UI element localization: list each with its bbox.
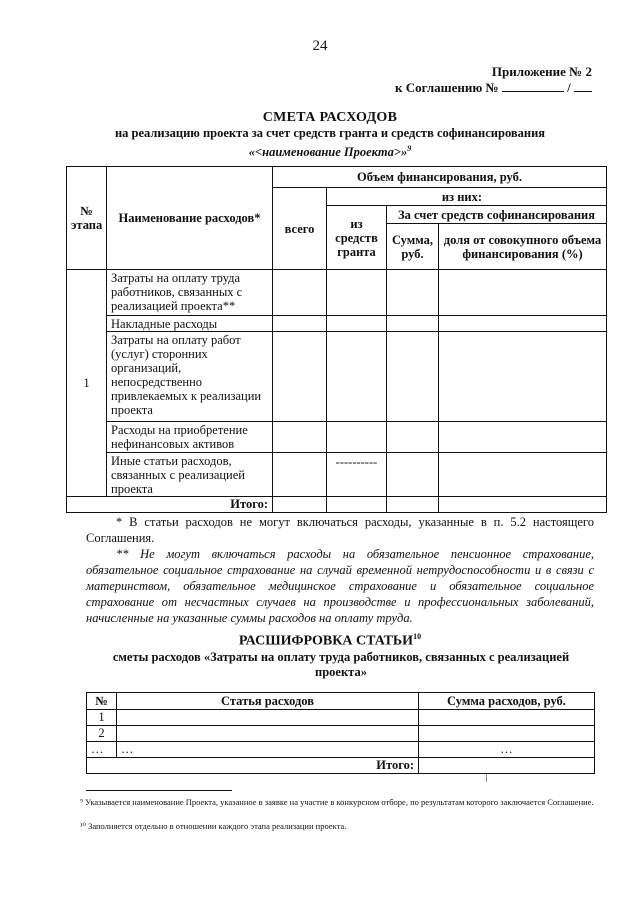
header-stage-no: № этапа bbox=[67, 167, 107, 270]
grant-cell bbox=[327, 422, 387, 453]
header-expense-name: Наименование расходов* bbox=[107, 167, 273, 270]
total-grant-cell bbox=[327, 497, 387, 513]
cofin-amount-cell bbox=[387, 270, 439, 316]
header-total: всего bbox=[273, 188, 327, 270]
breakdown-total-row bbox=[87, 758, 595, 774]
header-from-grant: из средств гранта bbox=[327, 206, 387, 270]
grant-cell bbox=[327, 270, 387, 316]
total-cell bbox=[273, 422, 327, 453]
total-sum-cell bbox=[273, 497, 327, 513]
grant-cell: ---------- bbox=[327, 453, 387, 497]
breakdown-header-item: Статья расходов bbox=[117, 693, 419, 710]
breakdown-no: 1 bbox=[87, 710, 117, 726]
breakdown-header-no: № bbox=[87, 693, 117, 710]
project-footnote-ref: 9 bbox=[407, 144, 412, 153]
expense-name-cell: Затраты на оплату труда работников, связанных с реализацией проекта** bbox=[107, 270, 273, 316]
footnote-10: ¹⁰ Заполняется отдельно в отношении каждого этапа реализации проекта. bbox=[80, 821, 347, 831]
estimate-subtitle-line: на реализацию проекта за счет средств гранта и средств софинансирования bbox=[114, 126, 546, 140]
total-cell bbox=[273, 270, 327, 316]
header-cofinancing: За счет средств софинансирования bbox=[387, 206, 607, 224]
agreement-separator: / bbox=[567, 80, 571, 95]
breakdown-table bbox=[86, 692, 595, 774]
note-2: ** Не могут включаться расходы на обязательное пенсионное страхование, обязательное социальное страхование на случай временной нетрудоспособности и в связи с материнством, обязательное медицинское страхование и обязательное социальное страхование от несчастных случаев на производстве и профессиональных заболеваний, начисленные на указанные суммы расходов на оплату труда. bbox=[86, 547, 594, 625]
cofin-share-cell bbox=[439, 332, 607, 422]
breakdown-header-amount: Сумма расходов, руб. bbox=[419, 693, 595, 710]
cofin-amount-cell bbox=[387, 453, 439, 497]
breakdown-footnote-ref: 10 bbox=[413, 632, 422, 641]
expense-name-cell: Иные статьи расходов, связанных с реализацией проекта bbox=[107, 453, 273, 497]
estimate-subtitle bbox=[60, 126, 600, 160]
breakdown-subtitle: сметы расходов «Затраты на оплату труда работников, связанных с реализацией проекта» bbox=[112, 650, 570, 679]
table-row bbox=[67, 453, 607, 497]
breakdown-title-text: РАСШИФРОВКА СТАТЬИ bbox=[238, 633, 414, 649]
table-row bbox=[87, 726, 595, 742]
cofin-amount-cell bbox=[387, 422, 439, 453]
breakdown-amount bbox=[419, 726, 595, 742]
breakdown-total-amount bbox=[419, 758, 595, 774]
footnote-separator bbox=[86, 790, 232, 791]
breakdown-title bbox=[60, 632, 600, 650]
project-name-line bbox=[60, 141, 600, 160]
page-number: 24 bbox=[312, 38, 328, 54]
table-row bbox=[67, 270, 607, 316]
breakdown-no: … bbox=[87, 742, 117, 758]
notes bbox=[86, 514, 594, 626]
expense-name-cell: Накладные расходы bbox=[107, 316, 273, 332]
table-row bbox=[67, 422, 607, 453]
total-cofin-amount-cell bbox=[387, 497, 439, 513]
appendix-header bbox=[395, 64, 592, 96]
table-row bbox=[67, 316, 607, 332]
project-name: «<наименование Проекта>» bbox=[248, 145, 408, 160]
grant-cell bbox=[327, 332, 387, 422]
cofin-share-cell bbox=[439, 316, 607, 332]
estimate-title: СМЕТА РАСХОДОВ bbox=[262, 110, 398, 125]
breakdown-amount: … bbox=[419, 742, 595, 758]
agreement-number-blank bbox=[502, 91, 564, 92]
appendix-line2 bbox=[395, 80, 592, 96]
cofin-share-cell bbox=[439, 453, 607, 497]
header-share: доля от совокупного объема финансирования (%) bbox=[439, 224, 607, 270]
breakdown-total-label: Итого: bbox=[87, 758, 419, 774]
header-amount: Сумма, руб. bbox=[387, 224, 439, 270]
breakdown-item bbox=[117, 726, 419, 742]
cofin-share-cell bbox=[439, 422, 607, 453]
breakdown-no: 2 bbox=[87, 726, 117, 742]
total-cell bbox=[273, 316, 327, 332]
agreement-suffix-blank bbox=[574, 91, 592, 92]
total-cofin-share-cell bbox=[439, 497, 607, 513]
breakdown-item: … bbox=[117, 742, 419, 758]
grant-cell bbox=[327, 316, 387, 332]
stage-number: 1 bbox=[67, 270, 107, 497]
cofin-amount-cell bbox=[387, 316, 439, 332]
header-funding-volume: Объем финансирования, руб. bbox=[273, 167, 607, 188]
total-cell bbox=[273, 453, 327, 497]
total-row bbox=[67, 497, 607, 513]
breakdown-amount bbox=[419, 710, 595, 726]
cofin-amount-cell bbox=[387, 332, 439, 422]
cofin-share-cell bbox=[439, 270, 607, 316]
note-1: * В статьи расходов не могут включаться расходы, указанные в п. 5.2 настоящего Соглашения. bbox=[86, 515, 594, 545]
appendix-agreement-label: к Соглашению № bbox=[394, 80, 499, 95]
table-row bbox=[87, 742, 595, 758]
expense-name-cell: Затраты на оплату работ (услуг) сторонних организаций, непосредственно привлекаемых к реализации проекта bbox=[107, 332, 273, 422]
breakdown-item bbox=[117, 710, 419, 726]
table-row bbox=[87, 710, 595, 726]
expense-name-cell: Расходы на приобретение нефинансовых активов bbox=[107, 422, 273, 453]
appendix-line1: Приложение № 2 bbox=[491, 64, 592, 79]
stray-mark bbox=[486, 774, 488, 782]
header-of-which: из них: bbox=[327, 188, 607, 206]
total-label: Итого: bbox=[67, 497, 273, 513]
total-cell bbox=[273, 332, 327, 422]
estimate-table bbox=[66, 166, 607, 513]
table-row bbox=[67, 332, 607, 422]
footnote-9: ⁹ Указывается наименование Проекта, указанное в заявке на участие в конкурсном отборе, по результатам которого заключается Соглашение. bbox=[80, 797, 594, 807]
